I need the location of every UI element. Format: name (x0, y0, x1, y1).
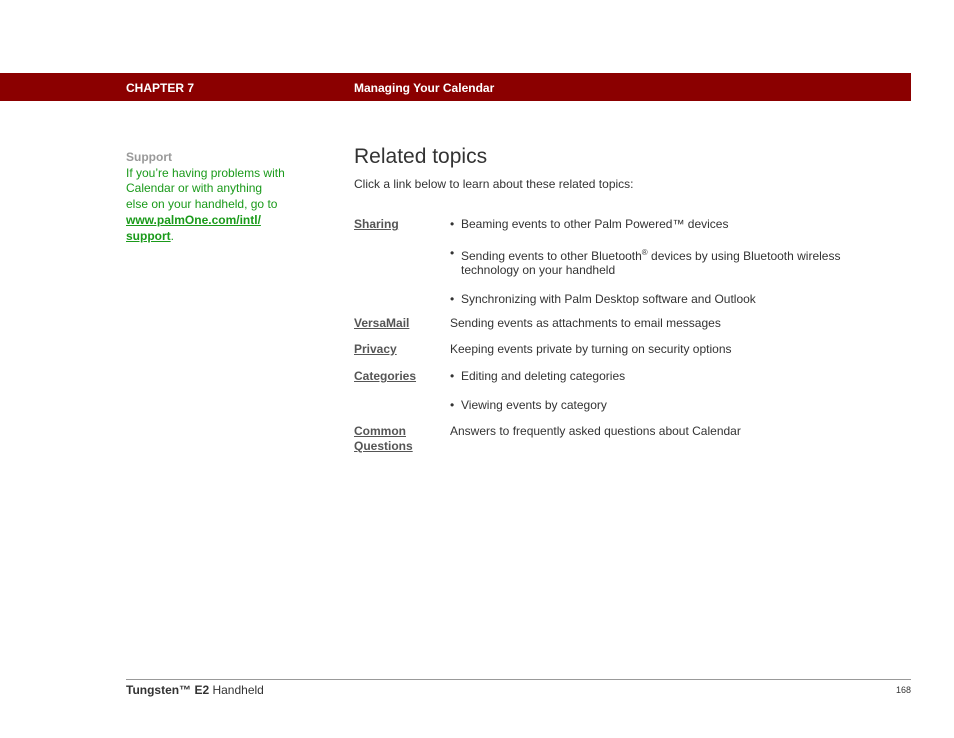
support-label: Support (126, 150, 172, 164)
list-item (450, 246, 894, 277)
sharing-link[interactable]: Sharing (354, 217, 399, 231)
product-name: Tungsten™ E2 (126, 683, 210, 697)
footer-product (126, 683, 264, 697)
list-item: • Beaming events to other Palm Powered™ devices (450, 217, 894, 231)
topic-row-sharing (354, 217, 894, 316)
chapter-header-bar (0, 73, 911, 101)
support-link[interactable] (126, 213, 261, 243)
list-item: • Editing and deleting categories (450, 369, 894, 383)
bullet-text: devices by using Bluetooth wireless technology on your handheld (461, 249, 841, 277)
common-questions-line2: Questions (354, 439, 413, 453)
support-period: . (170, 228, 175, 243)
support-text (126, 166, 286, 245)
chapter-title: Managing Your Calendar (354, 81, 495, 95)
bullet-text: Sending events to other Bluetooth (461, 249, 642, 263)
topic-description: Keeping events private by turning on security options (450, 342, 732, 356)
support-description: If you’re having problems with Calendar or with anything else on your handheld, go to (126, 165, 285, 212)
topic-description (450, 369, 894, 412)
page-title: Related topics (354, 145, 488, 168)
list-item: • Viewing events by category (450, 398, 894, 412)
privacy-link[interactable]: Privacy (354, 342, 397, 356)
registered-mark: ® (641, 248, 648, 257)
common-questions-link[interactable] (354, 424, 440, 454)
main-content (354, 145, 894, 191)
topic-row-common-questions (354, 424, 894, 456)
topic-description: Answers to frequently asked questions about Calendar (450, 424, 741, 438)
categories-link[interactable]: Categories (354, 369, 417, 383)
footer-divider (126, 679, 911, 680)
topic-row-categories (354, 369, 894, 424)
support-link-line1: www.palmOne.com/intl/ (126, 212, 261, 227)
support-sidebar (126, 150, 286, 244)
topic-description (450, 217, 894, 306)
related-topics-list (354, 217, 894, 456)
intro-text: Click a link below to learn about these related topics: (354, 177, 634, 191)
product-suffix: Handheld (209, 683, 264, 697)
common-questions-line1: Common (354, 424, 406, 438)
versamail-link[interactable]: VersaMail (354, 316, 410, 330)
topic-description: Sending events as attachments to email messages (450, 316, 721, 330)
topic-row-privacy (354, 342, 894, 369)
support-link-line2: support (126, 228, 171, 243)
topic-row-versamail (354, 316, 894, 342)
page-number: 168 (895, 685, 911, 695)
list-item: • Synchronizing with Palm Desktop software and Outlook (450, 292, 894, 306)
chapter-label: CHAPTER 7 (126, 81, 195, 95)
